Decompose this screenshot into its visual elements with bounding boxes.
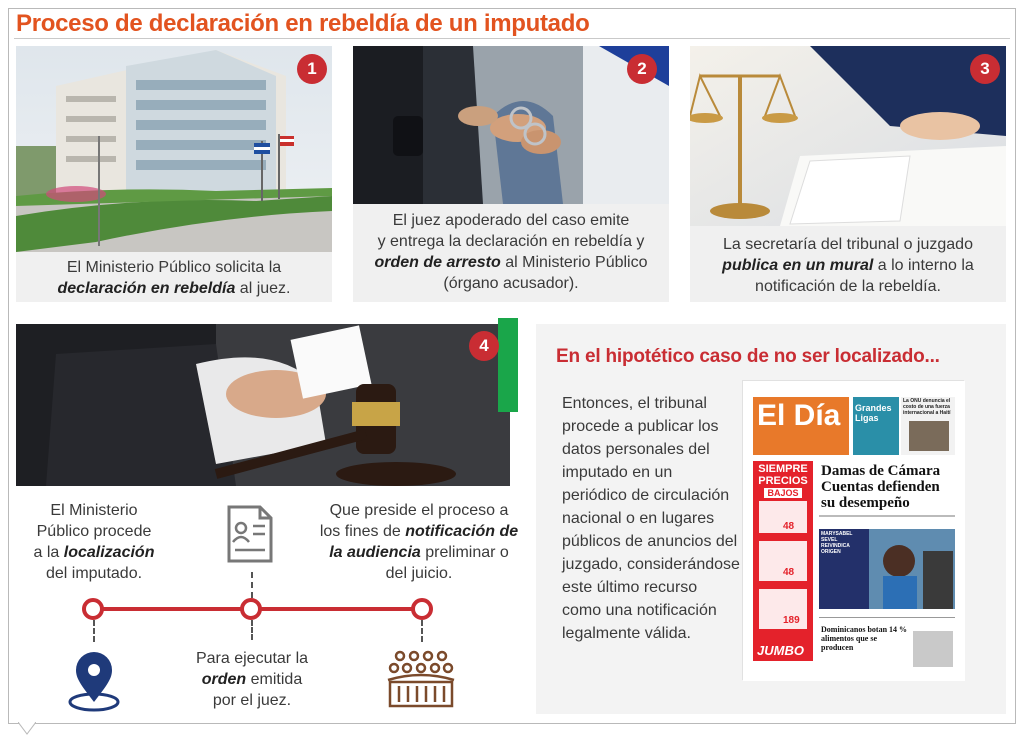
courtroom-audience-icon	[386, 648, 456, 710]
price-tag: 48	[783, 567, 795, 578]
timeline-dot	[240, 598, 262, 620]
newspaper-inset: MARYSABEL SEVEL REIVINDICA ORIGEN	[821, 531, 853, 555]
price-tag: 48	[783, 521, 795, 532]
timeline-text-notificacion: Que preside el proceso a los fines de notificación de la audiencia preliminar o del juicio.	[319, 502, 519, 582]
store-logo: JUMBO	[757, 643, 804, 658]
panel-text: Entonces, el tribunal procede a publicar los datos personales del imputado en un periódico de circulación nacional o en lugares públicos de anuncios del juzgado, considerándose este último recurso como una notificación legalmente válida.	[562, 395, 740, 642]
newspaper-masthead: El Día	[757, 399, 841, 432]
handcuffs-arrest-photo	[353, 46, 669, 204]
newspaper-front-page	[742, 380, 964, 680]
step-3-caption: La secretaría del tribunal o juzgado publica en un mural a lo interno la notificación de la rebeldía.	[722, 236, 974, 295]
title-divider	[14, 38, 1010, 39]
step-card-1	[16, 46, 332, 302]
frame-pointer	[18, 722, 36, 736]
step-number-badge: 3	[970, 54, 1000, 84]
green-accent-bar	[498, 318, 518, 412]
page-title: Proceso de declaración en rebeldía de un imputado	[16, 10, 590, 37]
timeline-text-localizacion: El Ministerio Público procede a la localización del imputado.	[33, 502, 155, 582]
connector-line	[251, 572, 253, 598]
timeline-dot	[411, 598, 433, 620]
judge-gavel-photo	[16, 324, 510, 486]
document-id-icon	[226, 504, 274, 564]
step-number-badge: 1	[297, 54, 327, 84]
timeline-dot	[82, 598, 104, 620]
newspaper-side-note: La ONU denuncia el costo de una fuerza internacional a Haití	[903, 398, 951, 416]
step-2-caption: El juez apoderado del caso emite y entrega la declaración en rebeldía y orden de arresto al Ministerio Público (órgano acusador).	[374, 212, 648, 292]
price-tag: 189	[783, 615, 800, 626]
newspaper-subheadline: Dominicanos botan 14 % alimentos que se producen	[821, 625, 908, 652]
step-number-badge: 2	[627, 54, 657, 84]
newspaper-headline: Damas de Cámara Cuentas defienden su desempeño	[821, 463, 941, 511]
newspaper-promo: SIEMPRE PRECIOS BAJOS	[758, 463, 808, 498]
connector-line	[93, 620, 95, 642]
scales-and-book-photo	[690, 46, 1006, 226]
not-located-panel	[536, 324, 1006, 714]
step-number-badge: 4	[469, 331, 499, 361]
location-pin-icon	[64, 652, 124, 714]
step-1-caption: El Ministerio Público solicita la declaración en rebeldía al juez.	[57, 259, 291, 297]
connector-line	[421, 620, 423, 642]
government-building-photo	[16, 46, 332, 252]
step-card-2	[353, 46, 669, 302]
connector-line	[251, 620, 253, 640]
step-card-3	[690, 46, 1006, 302]
newspaper-section: Grandes Ligas	[855, 403, 892, 423]
timeline-text-orden: Para ejecutar la orden emitida por el juez.	[195, 650, 309, 709]
panel-title: En el hipotético caso de no ser localizado...	[556, 346, 940, 367]
